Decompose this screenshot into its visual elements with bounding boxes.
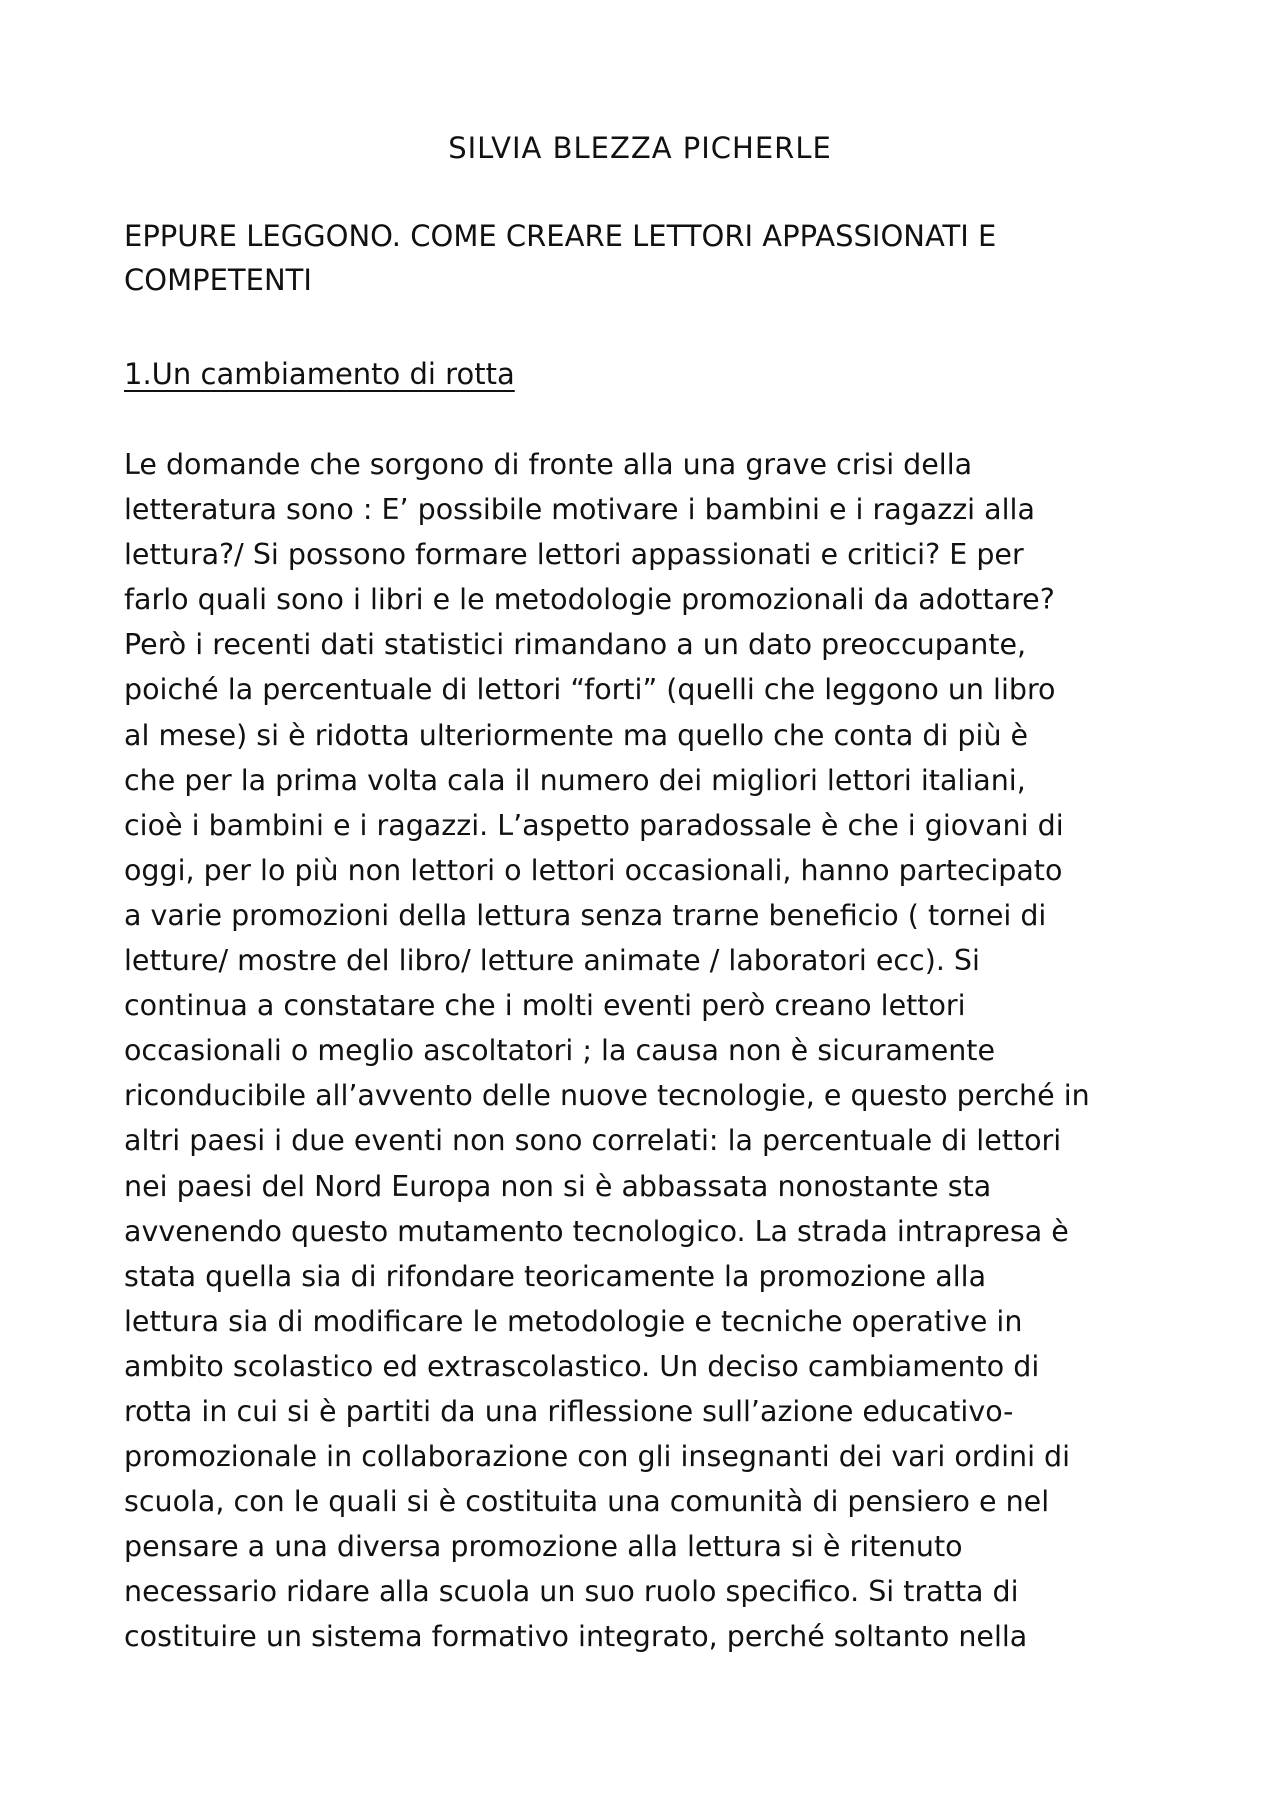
- body-line: nei paesi del Nord Europa non si è abbassata nonostante sta: [124, 1169, 992, 1203]
- body-line: stata quella sia di rifondare teoricamente la promozione alla: [124, 1259, 987, 1293]
- document-title: [124, 214, 1174, 302]
- body-line: costituire un sistema formativo integrato, perché soltanto nella: [124, 1620, 1028, 1654]
- body-line: necessario ridare alla scuola un suo ruolo specifico. Si tratta di: [124, 1575, 1019, 1609]
- body-line: rotta in cui si è partiti da una riflessione sull’azione educativo-: [124, 1394, 1014, 1428]
- title-line: COMPETENTI: [124, 263, 312, 297]
- body-paragraph: [124, 442, 1184, 1660]
- body-line: avvenendo questo mutamento tecnologico. La strada intrapresa è: [124, 1214, 1069, 1248]
- body-line: poiché la percentuale di lettori “forti” (quelli che leggono un libro: [124, 673, 1056, 707]
- body-line: altri paesi i due eventi non sono correlati: la percentuale di lettori: [124, 1124, 1062, 1158]
- body-line: continua a constatare che i molti eventi però creano lettori: [124, 989, 966, 1023]
- body-line: al mese) si è ridotta ulteriormente ma quello che conta di più è: [124, 718, 1029, 752]
- body-line: che per la prima volta cala il numero dei migliori lettori italiani,: [124, 763, 1026, 797]
- body-line: a varie promozioni della lettura senza trarne beneficio ( tornei di: [124, 898, 1047, 932]
- body-line: cioè i bambini e i ragazzi. L’aspetto paradossale è che i giovani di: [124, 808, 1064, 842]
- title-line: EPPURE LEGGONO. COME CREARE LETTORI APPASSIONATI E: [124, 219, 997, 253]
- body-line: Le domande che sorgono di fronte alla una grave crisi della: [124, 448, 973, 481]
- author-name: SILVIA BLEZZA PICHERLE: [448, 131, 832, 165]
- body-line: lettura?/ Si possono formare lettori appassionati e critici? E per: [124, 538, 1024, 572]
- body-line: letture/ mostre del libro/ letture animate / laboratori ecc). Si: [124, 944, 980, 978]
- body-line: lettura sia di modificare le metodologie e tecniche operative in: [124, 1304, 1023, 1338]
- body-line: scuola, con le quali si è costituita una comunità di pensiero e nel: [124, 1485, 1050, 1519]
- body-line: ambito scolastico ed extrascolastico. Un deciso cambiamento di: [124, 1349, 1040, 1383]
- section-heading: 1.Un cambiamento di rotta: [124, 357, 515, 391]
- body-line: Però i recenti dati statistici rimandano a un dato preoccupante,: [124, 628, 1027, 662]
- body-line: farlo quali sono i libri e le metodologie promozionali da adottare?: [124, 583, 1055, 617]
- body-line: letteratura sono : E’ possibile motivare i bambini e i ragazzi alla: [124, 493, 1035, 527]
- body-line: promozionale in collaborazione con gli insegnanti dei vari ordini di: [124, 1440, 1071, 1474]
- body-line: occasionali o meglio ascoltatori ; la causa non è sicuramente: [124, 1034, 996, 1068]
- body-line: oggi, per lo più non lettori o lettori occasionali, hanno partecipato: [124, 853, 1063, 887]
- body-line: riconducibile all’avvento delle nuove tecnologie, e questo perché in: [124, 1079, 1090, 1113]
- body-line: pensare a una diversa promozione alla lettura si è ritenuto: [124, 1530, 963, 1564]
